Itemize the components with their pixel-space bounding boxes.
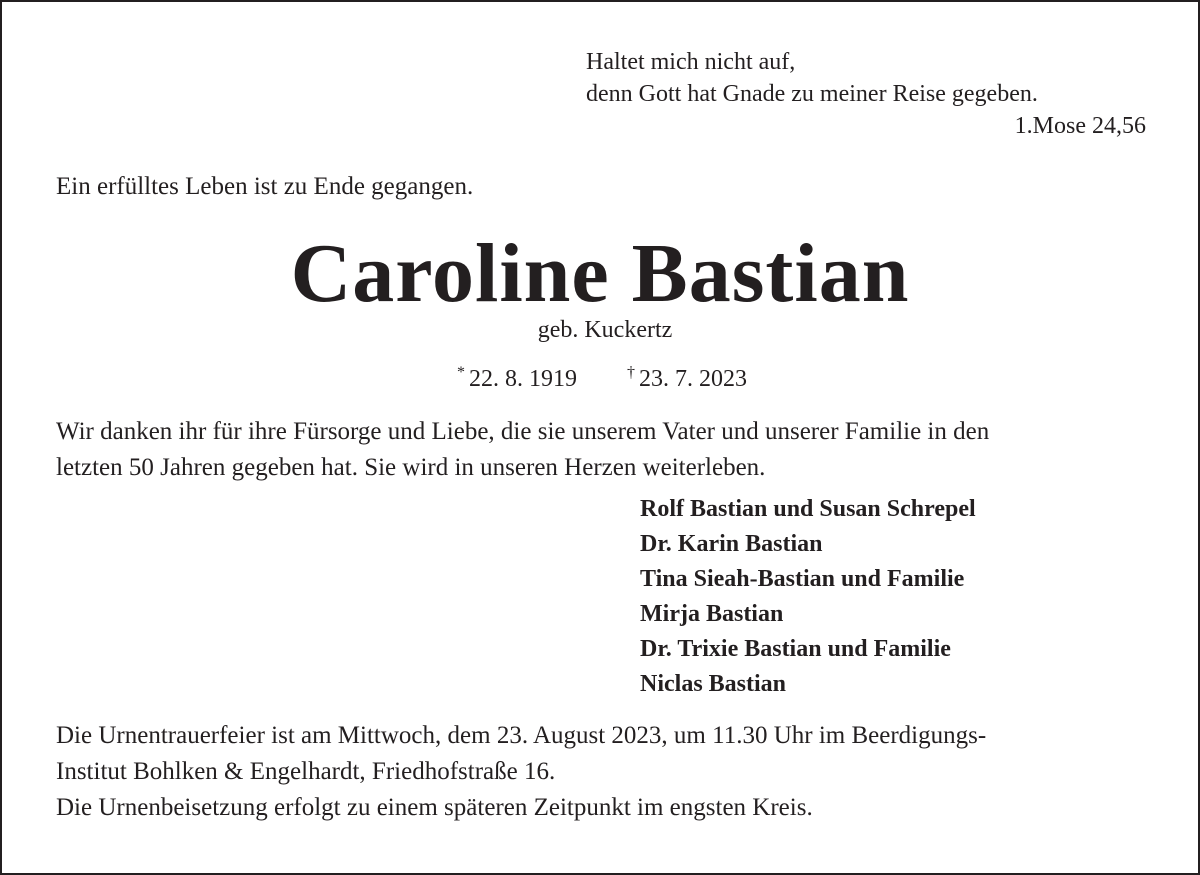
family-member: Mirja Bastian: [640, 601, 784, 627]
life-dates: [2, 357, 1200, 395]
thanks-line: Wir danken ihr für ihre Fürsorge und Liebe, die sie unserem Vater und unserer Familie in den: [56, 418, 990, 445]
family-member: Rolf Bastian und Susan Schrepel: [640, 496, 976, 522]
family-signatures: [640, 492, 976, 702]
verse-reference: 1.Mose 24,56: [1014, 113, 1146, 139]
family-member: Tina Sieah-Bastian und Familie: [640, 566, 965, 592]
verse-line: denn Gott hat Gnade zu meiner Reise gegeben.: [586, 81, 1038, 107]
service-line: Institut Bohlken & Engelhardt, Friedhofstraße 16.: [56, 758, 556, 785]
thanks-paragraph: [56, 414, 1166, 486]
verse-line: Haltet mich nicht auf,: [586, 49, 796, 75]
family-member: Dr. Trixie Bastian und Familie: [640, 636, 951, 662]
birth-star-icon: *: [457, 364, 465, 381]
family-member: Dr. Karin Bastian: [640, 531, 823, 557]
thanks-line: letzten 50 Jahren gegeben hat. Sie wird in unseren Herzen weiterleben.: [56, 454, 766, 481]
family-member: Niclas Bastian: [640, 671, 787, 697]
bible-verse: [586, 46, 1146, 142]
birth-name: geb. Kuckertz: [537, 317, 673, 343]
funeral-service-info: [56, 718, 1166, 790]
burial-info: Die Urnenbeisetzung erfolgt zu einem späteren Zeitpunkt im engsten Kreis.: [56, 794, 813, 821]
intro-text: Ein erfülltes Leben ist zu Ende gegangen.: [56, 173, 474, 200]
service-line: Die Urnentrauerfeier ist am Mittwoch, dem 23. August 2023, um 11.30 Uhr im Beerdigungs-: [56, 722, 987, 749]
death-cross-icon: †: [627, 364, 635, 381]
deceased-name: Caroline Bastian: [290, 227, 910, 320]
birth-date: 22. 8. 1919: [469, 366, 577, 392]
death-date: 23. 7. 2023: [639, 366, 747, 392]
